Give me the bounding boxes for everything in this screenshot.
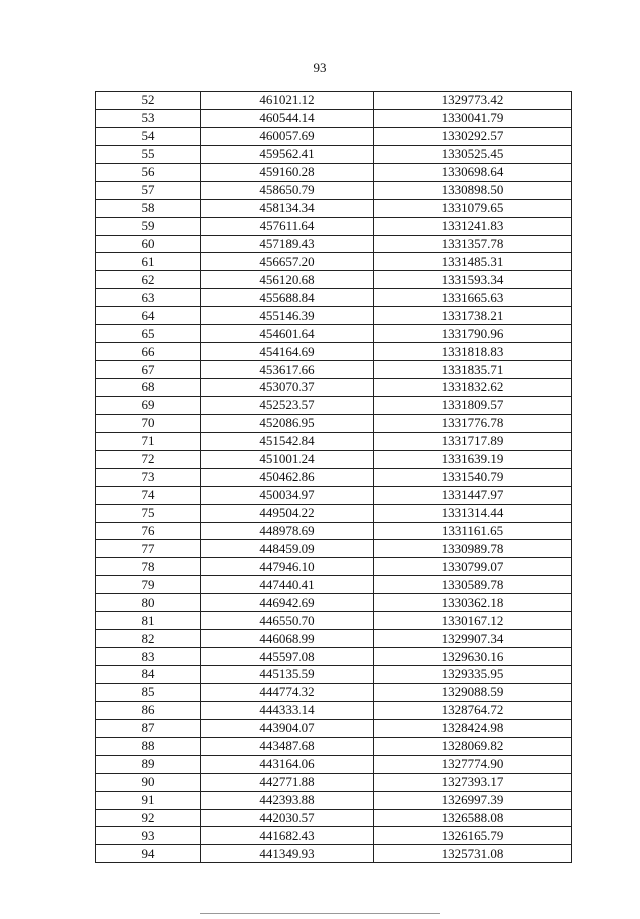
table-row [96,217,572,235]
table-row [96,827,572,845]
point-number-cell: 81 [96,612,201,630]
y-coordinate-cell: 1330989.78 [374,540,572,558]
x-coordinate-cell: 441349.93 [201,845,374,863]
point-number-cell: 69 [96,396,201,414]
table-row [96,683,572,701]
point-number-cell: 64 [96,307,201,325]
x-coordinate-cell: 457189.43 [201,235,374,253]
x-coordinate-cell: 442771.88 [201,773,374,791]
y-coordinate-cell: 1331079.65 [374,199,572,217]
x-coordinate-cell: 459160.28 [201,163,374,181]
coordinate-table [95,91,572,863]
point-number-cell: 76 [96,522,201,540]
y-coordinate-cell: 1330799.07 [374,558,572,576]
table-row [96,379,572,397]
y-coordinate-cell: 1331835.71 [374,361,572,379]
point-number-cell: 57 [96,181,201,199]
y-coordinate-cell: 1330041.79 [374,109,572,127]
table-row [96,737,572,755]
table-row [96,325,572,343]
table-row [96,540,572,558]
y-coordinate-cell: 1331540.79 [374,468,572,486]
y-coordinate-cell: 1331447.97 [374,486,572,504]
table-row [96,701,572,719]
table-row [96,755,572,773]
table-row [96,396,572,414]
y-coordinate-cell: 1327393.17 [374,773,572,791]
table-row [96,468,572,486]
point-number-cell: 86 [96,701,201,719]
table-row [96,719,572,737]
y-coordinate-cell: 1329773.42 [374,92,572,110]
y-coordinate-cell: 1328069.82 [374,737,572,755]
y-coordinate-cell: 1327774.90 [374,755,572,773]
x-coordinate-cell: 447440.41 [201,576,374,594]
point-number-cell: 87 [96,719,201,737]
y-coordinate-cell: 1330589.78 [374,576,572,594]
x-coordinate-cell: 449504.22 [201,504,374,522]
x-coordinate-cell: 456657.20 [201,253,374,271]
x-coordinate-cell: 454601.64 [201,325,374,343]
x-coordinate-cell: 443904.07 [201,719,374,737]
x-coordinate-cell: 454164.69 [201,343,374,361]
table-row [96,127,572,145]
x-coordinate-cell: 446942.69 [201,594,374,612]
x-coordinate-cell: 446550.70 [201,612,374,630]
point-number-cell: 74 [96,486,201,504]
x-coordinate-cell: 448459.09 [201,540,374,558]
table-row [96,163,572,181]
table-row [96,361,572,379]
x-coordinate-cell: 458134.34 [201,199,374,217]
y-coordinate-cell: 1331161.65 [374,522,572,540]
point-number-cell: 91 [96,791,201,809]
y-coordinate-cell: 1331314.44 [374,504,572,522]
x-coordinate-cell: 445597.08 [201,648,374,666]
y-coordinate-cell: 1328424.98 [374,719,572,737]
y-coordinate-cell: 1331593.34 [374,271,572,289]
table-row [96,576,572,594]
y-coordinate-cell: 1331717.89 [374,432,572,450]
table-row [96,666,572,684]
point-number-cell: 82 [96,630,201,648]
table-row [96,630,572,648]
x-coordinate-cell: 447946.10 [201,558,374,576]
table-row [96,289,572,307]
table-row [96,145,572,163]
point-number-cell: 53 [96,109,201,127]
point-number-cell: 94 [96,845,201,863]
table-row [96,253,572,271]
coordinate-table-body [96,92,572,863]
point-number-cell: 68 [96,379,201,397]
y-coordinate-cell: 1326588.08 [374,809,572,827]
x-coordinate-cell: 456120.68 [201,271,374,289]
x-coordinate-cell: 446068.99 [201,630,374,648]
x-coordinate-cell: 459562.41 [201,145,374,163]
point-number-cell: 62 [96,271,201,289]
y-coordinate-cell: 1331665.63 [374,289,572,307]
table-row [96,92,572,110]
y-coordinate-cell: 1331357.78 [374,235,572,253]
point-number-cell: 79 [96,576,201,594]
y-coordinate-cell: 1326997.39 [374,791,572,809]
y-coordinate-cell: 1330292.57 [374,127,572,145]
x-coordinate-cell: 461021.12 [201,92,374,110]
x-coordinate-cell: 451001.24 [201,450,374,468]
y-coordinate-cell: 1331832.62 [374,379,572,397]
x-coordinate-cell: 443164.06 [201,755,374,773]
x-coordinate-cell: 455688.84 [201,289,374,307]
page-number: 93 [313,60,327,75]
table-row [96,486,572,504]
table-row [96,343,572,361]
point-number-cell: 85 [96,683,201,701]
x-coordinate-cell: 442030.57 [201,809,374,827]
table-row [96,414,572,432]
x-coordinate-cell: 458650.79 [201,181,374,199]
y-coordinate-cell: 1331818.83 [374,343,572,361]
table-row [96,809,572,827]
point-number-cell: 58 [96,199,201,217]
table-row [96,432,572,450]
point-number-cell: 84 [96,666,201,684]
y-coordinate-cell: 1329088.59 [374,683,572,701]
point-number-cell: 90 [96,773,201,791]
point-number-cell: 89 [96,755,201,773]
table-row [96,594,572,612]
point-number-cell: 55 [96,145,201,163]
footer-divider [200,913,440,914]
point-number-cell: 52 [96,92,201,110]
table-row [96,845,572,863]
x-coordinate-cell: 442393.88 [201,791,374,809]
y-coordinate-cell: 1330698.64 [374,163,572,181]
table-row [96,504,572,522]
point-number-cell: 66 [96,343,201,361]
point-number-cell: 54 [96,127,201,145]
point-number-cell: 67 [96,361,201,379]
x-coordinate-cell: 457611.64 [201,217,374,235]
point-number-cell: 93 [96,827,201,845]
point-number-cell: 83 [96,648,201,666]
y-coordinate-cell: 1331639.19 [374,450,572,468]
point-number-cell: 88 [96,737,201,755]
x-coordinate-cell: 453070.37 [201,379,374,397]
x-coordinate-cell: 450462.86 [201,468,374,486]
table-row [96,109,572,127]
y-coordinate-cell: 1331485.31 [374,253,572,271]
table-row [96,791,572,809]
y-coordinate-cell: 1326165.79 [374,827,572,845]
point-number-cell: 71 [96,432,201,450]
point-number-cell: 70 [96,414,201,432]
point-number-cell: 78 [96,558,201,576]
x-coordinate-cell: 460057.69 [201,127,374,145]
point-number-cell: 63 [96,289,201,307]
point-number-cell: 92 [96,809,201,827]
point-number-cell: 60 [96,235,201,253]
table-row [96,181,572,199]
y-coordinate-cell: 1330898.50 [374,181,572,199]
x-coordinate-cell: 444774.32 [201,683,374,701]
y-coordinate-cell: 1325731.08 [374,845,572,863]
x-coordinate-cell: 445135.59 [201,666,374,684]
point-number-cell: 75 [96,504,201,522]
x-coordinate-cell: 460544.14 [201,109,374,127]
y-coordinate-cell: 1329335.95 [374,666,572,684]
table-row [96,612,572,630]
y-coordinate-cell: 1331776.78 [374,414,572,432]
point-number-cell: 77 [96,540,201,558]
x-coordinate-cell: 441682.43 [201,827,374,845]
y-coordinate-cell: 1330525.45 [374,145,572,163]
y-coordinate-cell: 1331241.83 [374,217,572,235]
table-row [96,307,572,325]
y-coordinate-cell: 1329907.34 [374,630,572,648]
y-coordinate-cell: 1330167.12 [374,612,572,630]
x-coordinate-cell: 448978.69 [201,522,374,540]
x-coordinate-cell: 444333.14 [201,701,374,719]
table-row [96,773,572,791]
x-coordinate-cell: 451542.84 [201,432,374,450]
x-coordinate-cell: 452086.95 [201,414,374,432]
x-coordinate-cell: 450034.97 [201,486,374,504]
table-row [96,522,572,540]
point-number-cell: 80 [96,594,201,612]
table-row [96,558,572,576]
y-coordinate-cell: 1329630.16 [374,648,572,666]
x-coordinate-cell: 455146.39 [201,307,374,325]
point-number-cell: 59 [96,217,201,235]
y-coordinate-cell: 1330362.18 [374,594,572,612]
table-row [96,271,572,289]
point-number-cell: 56 [96,163,201,181]
table-row [96,648,572,666]
x-coordinate-cell: 443487.68 [201,737,374,755]
point-number-cell: 61 [96,253,201,271]
y-coordinate-cell: 1328764.72 [374,701,572,719]
table-row [96,235,572,253]
point-number-cell: 72 [96,450,201,468]
y-coordinate-cell: 1331738.21 [374,307,572,325]
x-coordinate-cell: 452523.57 [201,396,374,414]
y-coordinate-cell: 1331790.96 [374,325,572,343]
y-coordinate-cell: 1331809.57 [374,396,572,414]
point-number-cell: 73 [96,468,201,486]
table-row [96,450,572,468]
x-coordinate-cell: 453617.66 [201,361,374,379]
point-number-cell: 65 [96,325,201,343]
table-row [96,199,572,217]
